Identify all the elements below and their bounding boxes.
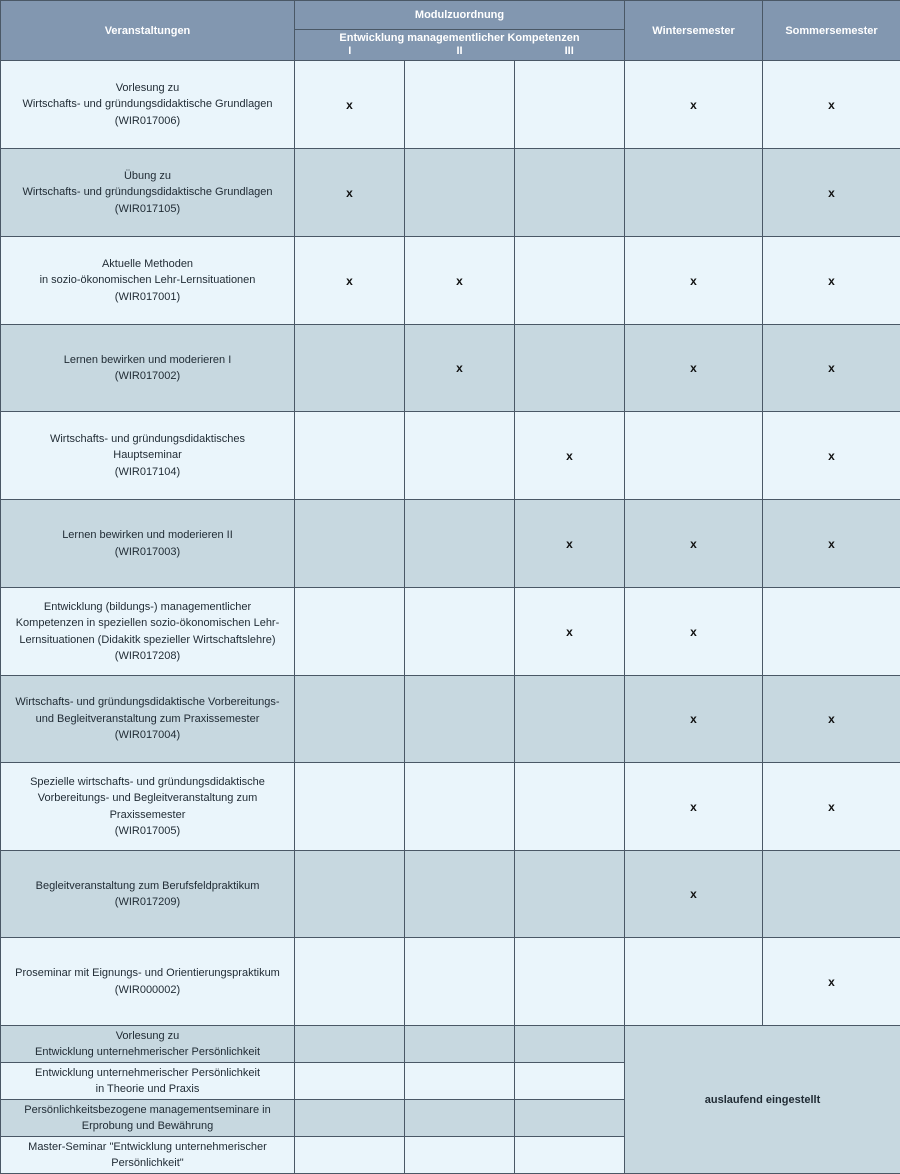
cell-ws <box>625 851 763 938</box>
check-mark: x <box>690 887 697 901</box>
cell-i <box>295 763 405 851</box>
course-name-line: Spezielle wirtschafts- und gründungsdidaktische <box>5 774 290 791</box>
check-mark: x <box>828 274 835 288</box>
table-row <box>1 500 900 588</box>
course-name-line: Praxissemester <box>5 807 290 824</box>
course-name-line: (WIR017006) <box>5 113 290 130</box>
table-row <box>1 412 900 500</box>
table-row <box>1 763 900 851</box>
cell-ws <box>625 325 763 412</box>
course-name-line: Persönlichkeit" <box>5 1155 290 1172</box>
cell-i <box>295 325 405 412</box>
course-name-cell <box>1 938 295 1026</box>
cell-ii <box>405 938 515 1026</box>
course-name-cell <box>1 1026 295 1063</box>
course-name-line: Lernsituationen (Didakitk spezieller Wirtschaftslehre) <box>5 632 290 649</box>
check-mark: x <box>566 537 573 551</box>
check-mark: x <box>828 975 835 989</box>
check-mark: x <box>828 449 835 463</box>
course-name-line: Aktuelle Methoden <box>5 256 290 273</box>
cell-i <box>295 1026 405 1063</box>
header-col-ii: II <box>405 45 515 58</box>
course-name-line: Übung zu <box>5 168 290 185</box>
cell-iii <box>515 676 625 763</box>
table-row <box>1 237 900 325</box>
header-entwicklung-label: Entwicklung managementlicher Kompetenzen <box>295 32 624 45</box>
course-name-line: Kompetenzen in speziellen sozio-ökonomischen Lehr- <box>5 615 290 632</box>
check-mark: x <box>346 98 353 112</box>
course-name-cell <box>1 1063 295 1100</box>
cell-i <box>295 676 405 763</box>
course-name-line: in sozio-ökonomischen Lehr-Lernsituationen <box>5 272 290 289</box>
cell-ii <box>405 500 515 588</box>
course-name-cell <box>1 588 295 676</box>
cell-ii <box>405 676 515 763</box>
cell-iii <box>515 61 625 149</box>
course-name-cell <box>1 763 295 851</box>
cell-ss <box>763 237 900 325</box>
check-mark: x <box>828 537 835 551</box>
cell-iii <box>515 1026 625 1063</box>
course-name-line: (WIR017002) <box>5 368 290 385</box>
check-mark: x <box>690 274 697 288</box>
course-name-line: Entwicklung (bildungs-) managementlicher <box>5 599 290 616</box>
check-mark: x <box>346 274 353 288</box>
cell-ss <box>763 588 900 676</box>
check-mark: x <box>456 274 463 288</box>
course-name-line: Vorlesung zu <box>5 80 290 97</box>
course-name-line: Master-Seminar "Entwicklung unternehmerischer <box>5 1139 290 1156</box>
course-name-line: Proseminar mit Eignungs- und Orientierungspraktikum <box>5 965 290 982</box>
course-name-line: in Theorie und Praxis <box>5 1081 290 1098</box>
cell-iii <box>515 938 625 1026</box>
check-mark: x <box>690 800 697 814</box>
course-name-cell <box>1 500 295 588</box>
cell-ws <box>625 500 763 588</box>
cell-ss <box>763 763 900 851</box>
check-mark: x <box>456 361 463 375</box>
table-row <box>1 938 900 1026</box>
cell-iii <box>515 237 625 325</box>
course-name-line: und Begleitveranstaltung zum Praxissemester <box>5 711 290 728</box>
cell-i <box>295 588 405 676</box>
check-mark: x <box>828 800 835 814</box>
cell-i <box>295 1137 405 1174</box>
cell-ws <box>625 61 763 149</box>
table-row <box>1 851 900 938</box>
check-mark: x <box>690 537 697 551</box>
check-mark: x <box>566 625 573 639</box>
cell-i <box>295 237 405 325</box>
course-name-line: Wirtschafts- und gründungsdidaktische Grundlagen <box>5 184 290 201</box>
course-name-cell <box>1 676 295 763</box>
cell-iii <box>515 1137 625 1174</box>
check-mark: x <box>690 712 697 726</box>
table-body <box>1 61 900 1174</box>
cell-ii <box>405 325 515 412</box>
legacy-table-row <box>1 1026 900 1063</box>
cell-iii <box>515 1100 625 1137</box>
course-name-line: Wirtschafts- und gründungsdidaktische Grundlagen <box>5 96 290 113</box>
course-name-line: (WIR017208) <box>5 648 290 665</box>
course-name-cell <box>1 851 295 938</box>
header-roman-columns <box>295 45 624 58</box>
course-name-line: Erprobung und Bewährung <box>5 1118 290 1135</box>
header-veranstaltungen: Veranstaltungen <box>1 1 295 61</box>
cell-ii <box>405 1026 515 1063</box>
cell-ss <box>763 325 900 412</box>
header-wintersemester: Wintersemester <box>625 1 763 61</box>
course-name-line: Wirtschafts- und gründungsdidaktische Vorbereitungs- <box>5 694 290 711</box>
course-name-cell <box>1 237 295 325</box>
cell-ws <box>625 149 763 237</box>
cell-i <box>295 1100 405 1137</box>
course-name-line: (WIR017105) <box>5 201 290 218</box>
table-row <box>1 676 900 763</box>
cell-i <box>295 938 405 1026</box>
check-mark: x <box>566 449 573 463</box>
course-name-line: (WIR000002) <box>5 982 290 999</box>
table-row <box>1 325 900 412</box>
course-name-cell <box>1 325 295 412</box>
course-name-line: Entwicklung unternehmerischer Persönlichkeit <box>5 1065 290 1082</box>
cell-iii <box>515 588 625 676</box>
cell-ii <box>405 237 515 325</box>
cell-iii <box>515 763 625 851</box>
cell-ws <box>625 763 763 851</box>
cell-iii <box>515 500 625 588</box>
cell-i <box>295 412 405 500</box>
cell-ii <box>405 1100 515 1137</box>
course-name-line: Entwicklung unternehmerischer Persönlichkeit <box>5 1044 290 1061</box>
table-row <box>1 588 900 676</box>
cell-ii <box>405 763 515 851</box>
course-name-line: Hauptseminar <box>5 447 290 464</box>
cell-ws <box>625 938 763 1026</box>
cell-ws <box>625 588 763 676</box>
cell-ii <box>405 851 515 938</box>
course-name-line: Vorlesung zu <box>5 1028 290 1045</box>
course-name-line: (WIR017104) <box>5 464 290 481</box>
table-row <box>1 149 900 237</box>
course-name-line: Lernen bewirken und moderieren II <box>5 527 290 544</box>
cell-iii <box>515 325 625 412</box>
course-name-line: (WIR017209) <box>5 894 290 911</box>
header-entwicklung-kompetenzen <box>295 30 625 61</box>
course-name-cell <box>1 1100 295 1137</box>
check-mark: x <box>828 186 835 200</box>
course-name-cell <box>1 149 295 237</box>
course-name-cell <box>1 61 295 149</box>
check-mark: x <box>690 625 697 639</box>
check-mark: x <box>828 361 835 375</box>
course-name-line: Begleitveranstaltung zum Berufsfeldpraktikum <box>5 878 290 895</box>
course-name-line: Wirtschafts- und gründungsdidaktisches <box>5 431 290 448</box>
cell-ss <box>763 61 900 149</box>
legacy-note: auslaufend eingestellt <box>625 1026 900 1174</box>
course-name-line: (WIR017001) <box>5 289 290 306</box>
cell-ss <box>763 938 900 1026</box>
table-row <box>1 61 900 149</box>
cell-ss <box>763 500 900 588</box>
cell-ws <box>625 237 763 325</box>
check-mark: x <box>828 712 835 726</box>
cell-ss <box>763 676 900 763</box>
check-mark: x <box>346 186 353 200</box>
header-col-iii: III <box>514 45 624 58</box>
cell-iii <box>515 851 625 938</box>
check-mark: x <box>690 98 697 112</box>
header-col-i: I <box>295 45 405 58</box>
course-name-line: Lernen bewirken und moderieren I <box>5 352 290 369</box>
cell-ii <box>405 588 515 676</box>
cell-ii <box>405 412 515 500</box>
course-name-line: (WIR017005) <box>5 823 290 840</box>
cell-i <box>295 1063 405 1100</box>
course-name-line: (WIR017003) <box>5 544 290 561</box>
cell-i <box>295 851 405 938</box>
cell-ss <box>763 412 900 500</box>
cell-ss <box>763 851 900 938</box>
course-name-cell <box>1 1137 295 1174</box>
cell-ss <box>763 149 900 237</box>
cell-ii <box>405 61 515 149</box>
course-name-cell <box>1 412 295 500</box>
cell-ii <box>405 1063 515 1100</box>
cell-i <box>295 500 405 588</box>
course-name-line: Vorbereitungs- und Begleitveranstaltung zum <box>5 790 290 807</box>
cell-iii <box>515 1063 625 1100</box>
cell-ii <box>405 1137 515 1174</box>
cell-ws <box>625 412 763 500</box>
course-name-line: Persönlichkeitsbezogene managementseminare in <box>5 1102 290 1119</box>
course-name-line: (WIR017004) <box>5 727 290 744</box>
cell-i <box>295 61 405 149</box>
check-mark: x <box>690 361 697 375</box>
header-sommersemester: Sommersemester <box>763 1 900 61</box>
cell-i <box>295 149 405 237</box>
header-modulzuordnung: Modulzuordnung <box>295 1 625 30</box>
cell-ws <box>625 676 763 763</box>
cell-ii <box>405 149 515 237</box>
check-mark: x <box>828 98 835 112</box>
cell-iii <box>515 412 625 500</box>
cell-iii <box>515 149 625 237</box>
